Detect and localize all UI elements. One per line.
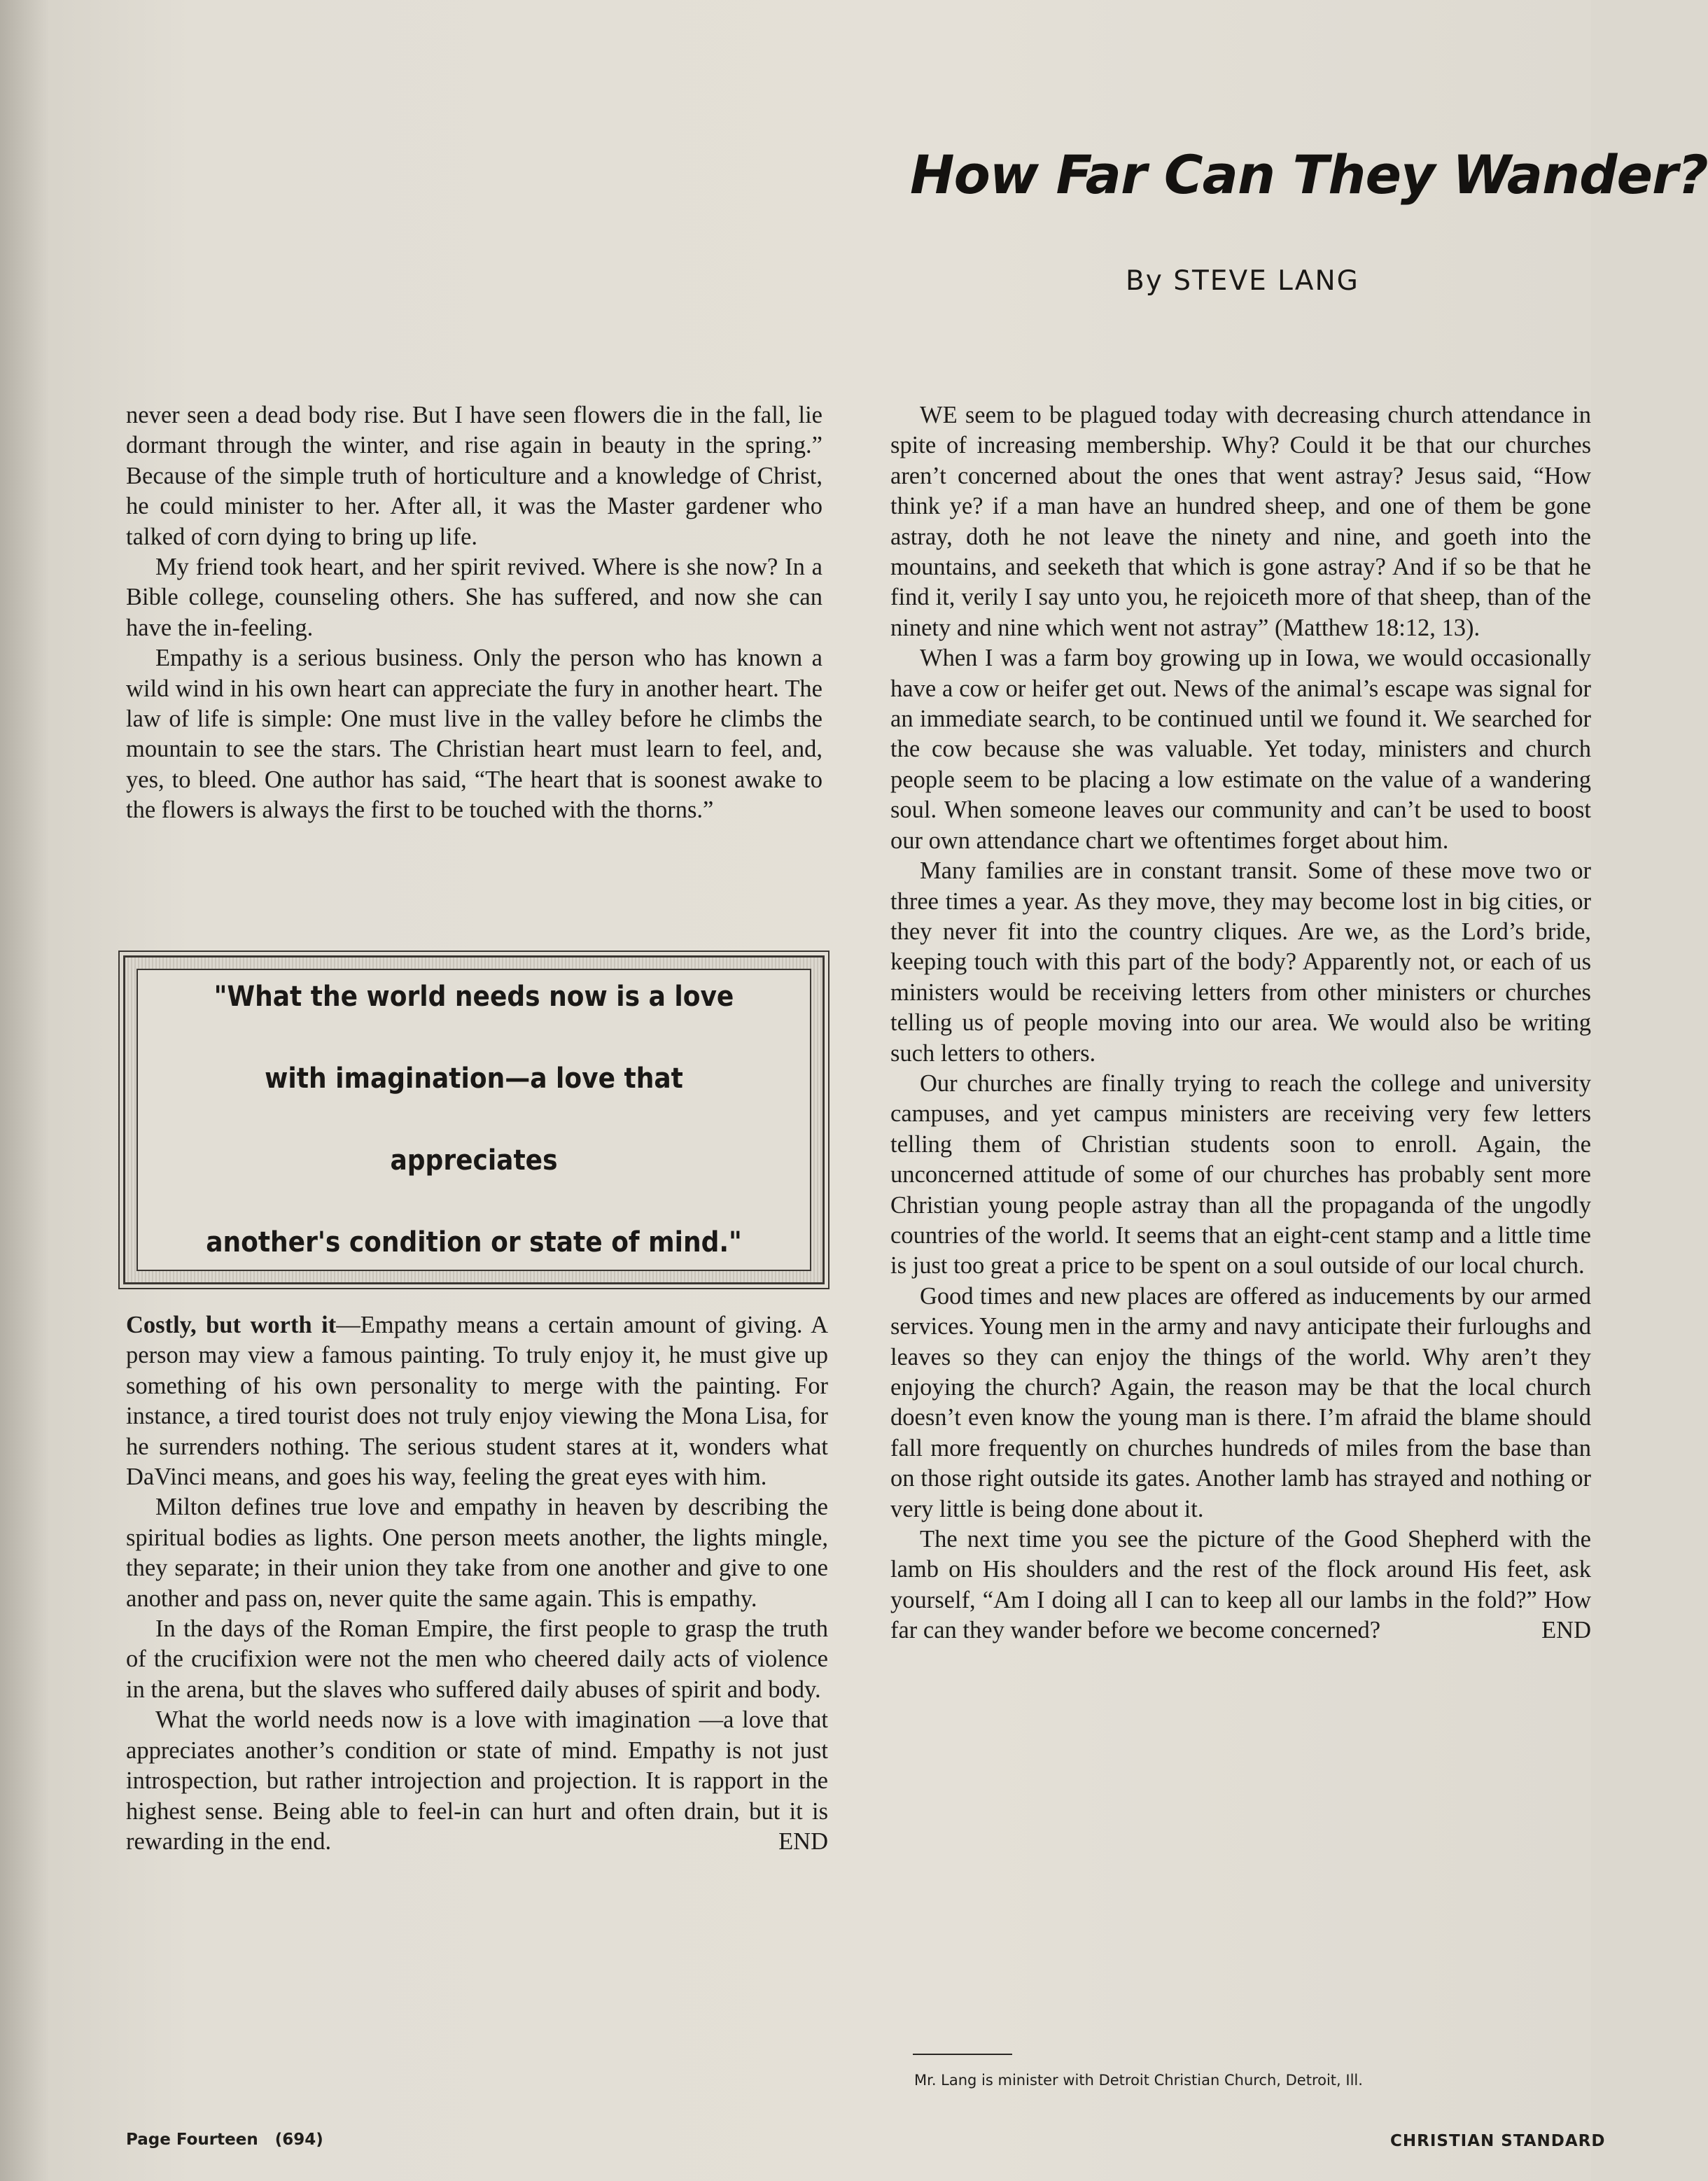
paragraph: My friend took heart, and her spirit revived. Where is she now? In a Bible college, counseling others. She has suffered, and now she can have the in-feeling. bbox=[126, 554, 822, 641]
left-column-top bbox=[126, 400, 822, 826]
paragraph: Good times and new places are offered as inducements by our armed services. Young men in the army and navy anticipate their furloughs and leaves so they can enjoy the things of the world. Why aren’t they enjoying the church? Again, the reason may be that the local church doesn’t even know the young man is there. I’m afraid the blame should fall more frequently on churches hundreds of miles from the base than on those right outside its gates. Another lamb has strayed and nothing or very little is being done about it. bbox=[890, 1282, 1591, 1522]
paragraph: In the days of the Roman Empire, the first people to grasp the truth of the crucifixion were not the men who cheered daily acts of violence in the arena, but the slaves who suffered daily abuses of spirit and body. bbox=[126, 1615, 828, 1703]
article-title: How Far Can They Wander? bbox=[910, 143, 1708, 206]
paragraph bbox=[890, 1524, 1591, 1646]
pull-quote-box bbox=[123, 955, 825, 1284]
article-byline: By STEVE LANG bbox=[1126, 265, 1359, 297]
page-number: Page Fourteen (694) bbox=[126, 2131, 323, 2149]
paragraph: Milton defines true love and empathy in heaven by describing the spiritual bodies as lights. One person meets another, the lights mingle, they separate; in their union they take from one another and give to one another and pass on, never quite the same again. This is empathy. bbox=[126, 1494, 828, 1612]
paragraph bbox=[126, 1705, 828, 1857]
end-mark: END bbox=[1541, 1617, 1591, 1644]
right-column bbox=[890, 400, 1591, 1646]
paragraph-text: What the world needs now is a love with imagination —a love that appreciates another’s condition or state of mind. Empathy is not just introspection, but rather introjection and projection. It is rapport in the highest sense. Being able to feel-in can hurt and often drain, but it is rewarding in the end. bbox=[126, 1706, 828, 1855]
author-footnote: Mr. Lang is minister with Detroit Christian Church, Detroit, Ill. bbox=[914, 2072, 1363, 2089]
footnote-rule bbox=[913, 2054, 1012, 2055]
end-mark: END bbox=[778, 1828, 828, 1855]
paragraph-text: The next time you see the picture of the Good Shepherd with the lamb on His shoulders and the rest of the flock around His feet, ask yourself, “Am I doing all I can to keep all our lambs in the fold?” How far can they wander before we become concerned? bbox=[890, 1526, 1591, 1644]
paragraph-text: —Empathy means a certain amount of giving. A person may view a famous painting. To truly enjoy it, he must give up something of his own personality to merge with the painting. For instance, a tired tourist does not truly enjoy viewing the Mona Lisa, for he surrenders nothing. The serious student stares at it, wonders what DaVinci means, and goes his way, feeling the great eyes with him. bbox=[126, 1312, 828, 1491]
paragraph: Many families are in constant transit. Some of these move two or three times a year. As they move, they may become lost in big cities, or they never fit into the country cliques. Are we, as the Lord’s bride, keeping touch with this part of the body? Apparently not, or each of us ministers would be receiving letters from other ministers or churches telling us of people moving into our area. We would also be writing such letters to others. bbox=[890, 857, 1591, 1067]
section-subhead: Costly, but worth it bbox=[126, 1312, 337, 1338]
paragraph: When I was a farm boy growing up in Iowa, we would occasionally have a cow or heifer get out. News of the animal’s escape was signal for an immediate search, to be continued until we found it. We searched for the cow because she was valuable. Yet today, ministers and church people seem to be placing a low estimate on the value of a wandering soul. When someone leaves our community and can’t be used to boost our own attendance chart we oftentimes forget about him. bbox=[890, 645, 1591, 854]
pull-quote-line: another's condition or state of mind." bbox=[206, 1226, 742, 1258]
gutter-shadow bbox=[0, 0, 49, 2181]
paragraph: never seen a dead body rise. But I have seen flowers die in the fall, lie dormant through the winter, and rise again in beauty in the spring.” Because of the simple truth of horticulture and a knowledge of Christ, he could minister to her. After all, it was the Master gardener who talked of corn dying to bring up life. bbox=[126, 402, 822, 550]
pull-quote-inner bbox=[136, 969, 811, 1271]
paragraph: Our churches are finally trying to reach the college and university campuses, and yet campus ministers are receiving very few letters telling them of Christian students soon to enroll. Again, the unconcerned attitude of some of our churches has probably sent more Christian young people astray than all the propaganda of the ungodly countries of the world. It seems that an eight-cent stamp and a little time is just too great a price to be spent on a soul outside of our local church. bbox=[890, 1070, 1591, 1279]
pull-quote-line: "What the world needs now is a love bbox=[214, 981, 734, 1013]
pull-quote-text bbox=[190, 956, 757, 1284]
magazine-name: CHRISTIAN STANDARD bbox=[1390, 2132, 1606, 2150]
pull-quote-line: with imagination—a love that appreciates bbox=[265, 1063, 683, 1177]
paragraph bbox=[126, 1310, 828, 1492]
left-column-bottom bbox=[126, 1310, 828, 1857]
paragraph: Empathy is a serious business. Only the person who has known a wild wind in his own heart can appreciate the fury in another heart. The law of life is simple: One must live in the valley before he climbs the mountain to see the stars. The Christian heart must learn to feel, and, yes, to bleed. One author has said, “The heart that is soonest awake to the flowers is always the first to be touched with the thorns.” bbox=[126, 645, 822, 824]
paragraph: WE seem to be plagued today with decreasing church attendance in spite of increasing membership. Why? Could it be that our churches aren’t concerned about the ones that went astray? Jesus said, “How think ye? if a man have an hundred sheep, and one of them be gone astray, doth he not leave the ninety and nine, and goeth into the mountains, and seeketh that which is gone astray? And if so be that he find it, verily I say unto you, he rejoiceth more of that sheep, than of the ninety and nine which went not astray” (Matthew 18:12, 13). bbox=[890, 402, 1591, 641]
